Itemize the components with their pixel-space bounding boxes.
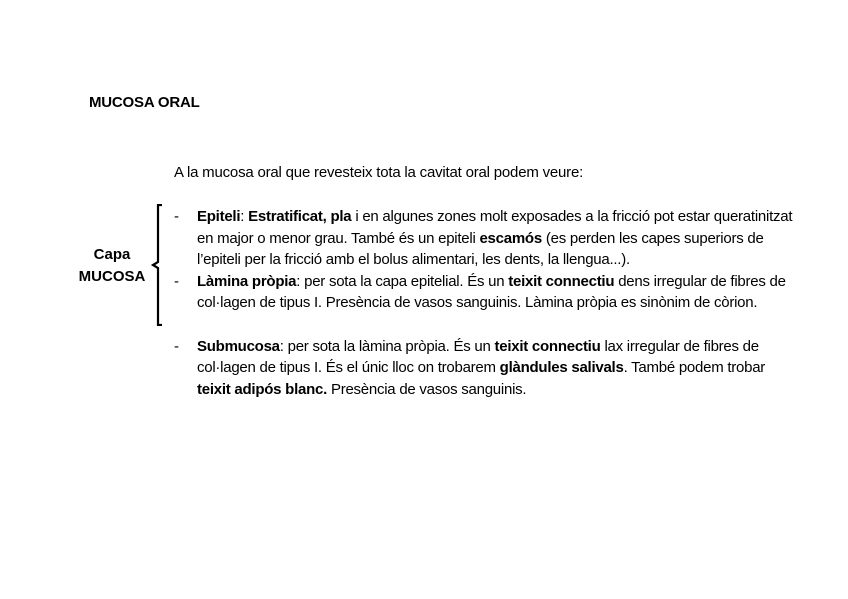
side-label-line1: Capa [93,246,131,263]
curly-bracket-icon [150,204,164,326]
text: : [240,208,249,225]
list-item-epiteli [174,206,794,271]
term-teixit-adipos: teixit adipós blanc. [197,380,328,398]
text: i en algunes zones molt exposades a la fricció pot estar queratinitzat en major o menor grau. També és un epiteli [197,208,793,247]
text: . També podem trobar [623,359,766,376]
term-estratificat: Estratificat, pla [248,208,352,225]
page-title: MUCOSA ORAL [89,94,200,111]
list-bullet: - [174,272,179,290]
term-escamos: escamós [479,229,542,247]
text: Presència de vasos sanguinis. [327,380,527,398]
side-label [72,244,152,288]
list-spacer [174,314,794,336]
term-teixit-connectiu: teixit connectiu [494,337,601,355]
side-label-line2: MUCOSA [78,268,146,285]
text: dens irregular de fibres de col·lagen de tipus I. Presència de vasos sanguinis. Làmina pròpia es sinònim de còrion. [197,272,786,311]
text: (es perden les capes superiors de l’epiteli per la fricció amb el bolus alimentari, les dents, la llengua...). [197,229,764,268]
list-item-lamina-propia [174,271,794,314]
term-glandules-salivals: glàndules salivals [499,359,624,376]
term-lamina-propia: Làmina pròpia [197,272,297,290]
list-bullet: - [174,208,179,225]
list-bullet: - [174,337,179,355]
list-item-submucosa [174,336,794,401]
text: : per sota la làmina pròpia. És un [279,337,495,355]
text: lax irregular de fibres de col·lagen de tipus I. És el únic lloc on trobarem [197,337,759,376]
text: : per sota la capa epitelial. És un [296,272,509,290]
structure-list [174,206,794,400]
term-teixit-connectiu: teixit connectiu [508,272,615,290]
intro-text: A la mucosa oral que revesteix tota la cavitat oral podem veure: [174,164,584,181]
term-submucosa: Submucosa [197,337,280,355]
term-epiteli: Epiteli [197,208,241,225]
